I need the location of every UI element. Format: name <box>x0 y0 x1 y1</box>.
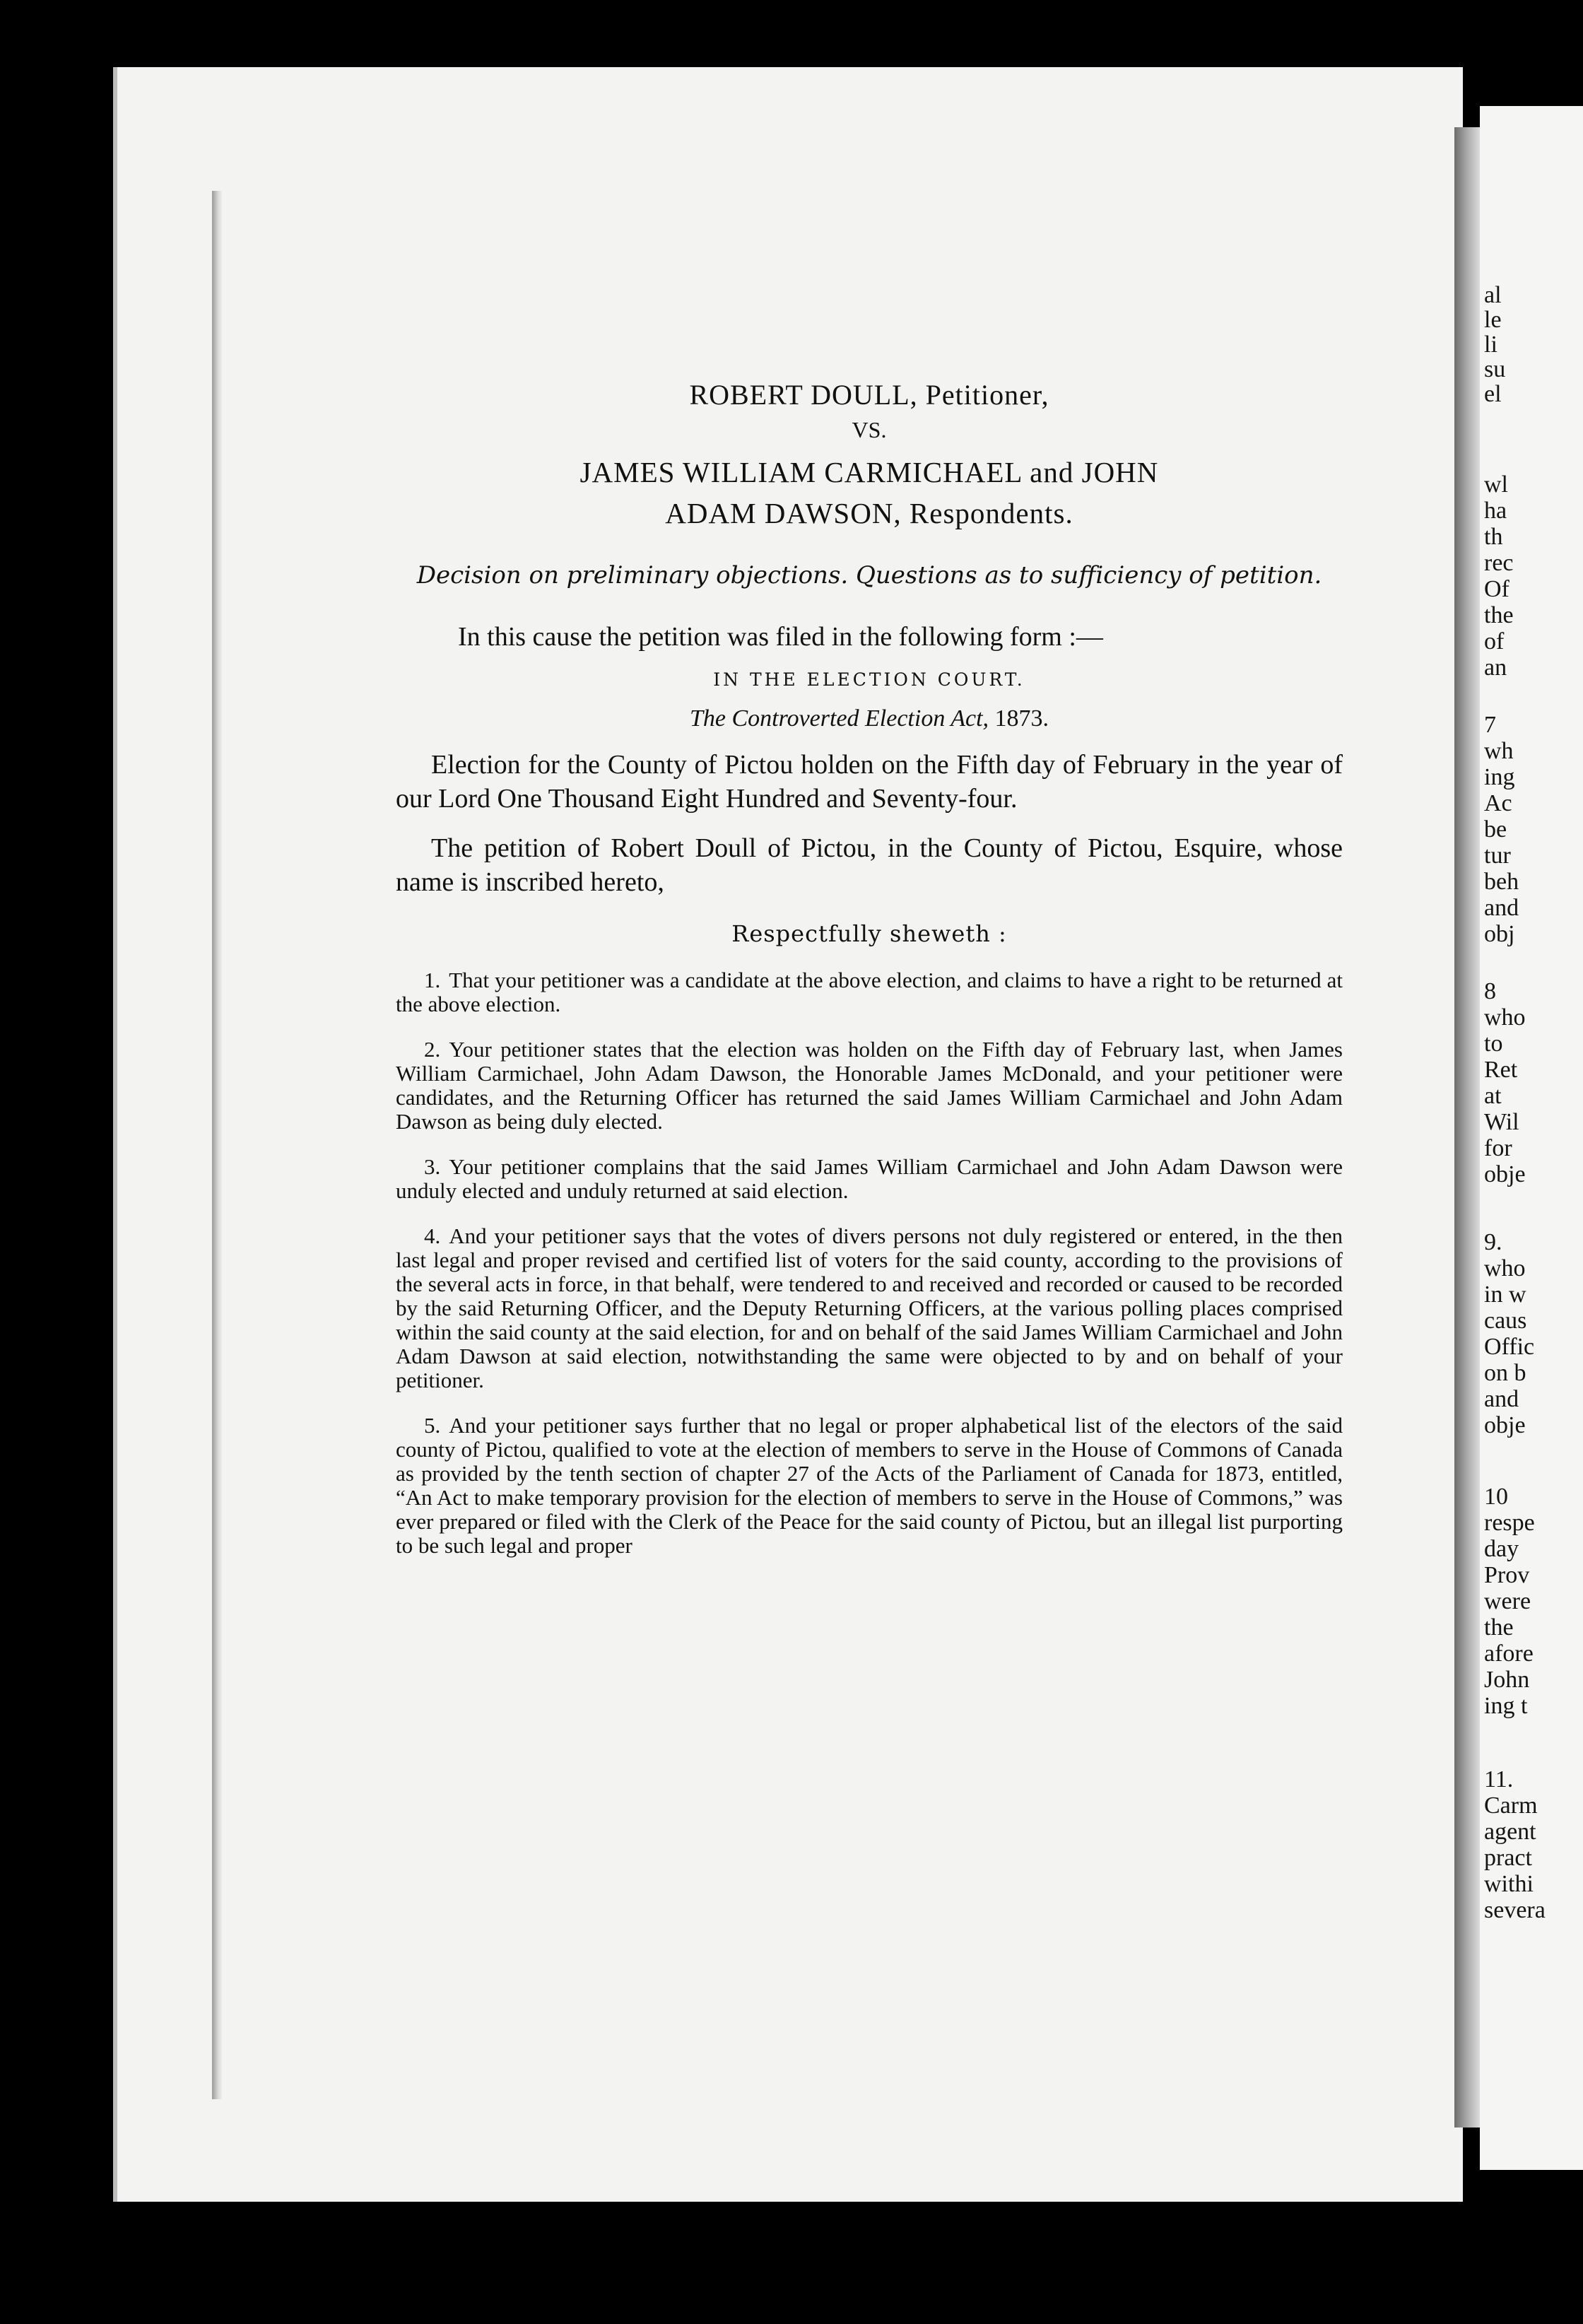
paragraph-text: And your petitioner says further that no legal or proper alphabetical list of the electors of the said county of Pictou, qualified to vote at the election of members to serve in the House of Commons of Canada as provided by the tenth section of chapter 27 of the Acts of the Parliament of Canada for 1873, entitled, “An Act to make temporary provision for the election of members to serve in the House of Commons,” was ever prepared or filed with the Clerk of the Peace for the said county of Pictou, but an illegal list purporting to be such legal and proper <box>396 1413 1343 1558</box>
book-spine <box>1454 127 1480 2128</box>
right-page-text-fragment: pract <box>1484 1845 1532 1871</box>
right-page-text-fragment: caus <box>1484 1308 1527 1334</box>
act-title <box>396 705 1343 732</box>
right-page-text-fragment: were <box>1484 1588 1531 1614</box>
right-page-text-fragment: Wil <box>1484 1109 1519 1135</box>
right-page <box>1480 106 1583 2170</box>
document-body <box>396 378 1343 1558</box>
paragraph-number: 5. <box>424 1413 441 1438</box>
right-page-text-fragment: and <box>1484 895 1519 921</box>
right-page-text-fragment: agent <box>1484 1819 1536 1845</box>
right-page-text-fragment: el <box>1484 381 1502 407</box>
right-page-text-fragment: for <box>1484 1135 1512 1161</box>
right-page-text-fragment: on b <box>1484 1360 1526 1386</box>
right-page-text-fragment: su <box>1484 356 1506 382</box>
right-page-text-fragment: withi <box>1484 1871 1534 1897</box>
right-page-text-fragment: tur <box>1484 843 1511 869</box>
paragraph-text: Your petitioner complains that the said James William Carmichael and John Adam Dawson were unduly elected and unduly returned at said election. <box>396 1154 1343 1203</box>
right-page-text-fragment: Offic <box>1484 1334 1535 1360</box>
right-page-text-fragment: ha <box>1484 498 1507 524</box>
right-page-text-fragment: wl <box>1484 471 1508 498</box>
right-page-text-fragment: afore <box>1484 1641 1534 1667</box>
right-page-text-fragment: rec <box>1484 550 1514 576</box>
right-page-text-fragment: Ret <box>1484 1057 1518 1083</box>
numbered-paragraph-4 <box>396 1224 1343 1392</box>
paragraph-number: 1. <box>424 968 441 992</box>
respondents-heading-line1: JAMES WILLIAM CARMICHAEL and JOHN <box>579 456 1159 488</box>
right-page-text-fragment: severa <box>1484 1897 1546 1923</box>
paragraph-text: Your petitioner states that the election was holden on the Fifth day of February last, when James William Carmichael, John Adam Dawson, the Honorable James McDonald, and your petitioner were candidates, and the Returning Officer has returned the said James William Carmichael and John Adam Dawson as being duly elected. <box>396 1037 1343 1134</box>
right-page-text-fragment: li <box>1484 331 1497 358</box>
right-page-text-fragment: 10 <box>1484 1484 1508 1510</box>
right-page-text-fragment: an <box>1484 655 1507 681</box>
right-page-text-fragment: the <box>1484 602 1514 628</box>
paragraph-number: 2. <box>424 1037 441 1062</box>
right-page-text-fragment: John <box>1484 1667 1530 1693</box>
right-page-text-fragment: ing <box>1484 764 1515 790</box>
court-heading: IN THE ELECTION COURT. <box>713 669 1025 690</box>
right-page-text-fragment: beh <box>1484 869 1519 895</box>
paragraph-number: 3. <box>424 1154 441 1179</box>
numbered-paragraph-3 <box>396 1155 1343 1203</box>
right-page-text-fragment: who <box>1484 1255 1526 1281</box>
right-page-text-fragment: wh <box>1484 738 1514 764</box>
right-page-text-fragment: ing t <box>1484 1693 1528 1719</box>
right-page-text-fragment: obje <box>1484 1161 1526 1187</box>
right-page-text-fragment: respe <box>1484 1510 1535 1536</box>
right-page-text-fragment: of <box>1484 628 1505 655</box>
act-name: The Controverted Election Act, <box>689 705 989 732</box>
numbered-paragraph-5 <box>396 1414 1343 1558</box>
right-page-text-fragment: to <box>1484 1031 1503 1057</box>
right-page-text-fragment: obje <box>1484 1412 1526 1438</box>
right-page-text-fragment: in w <box>1484 1281 1526 1308</box>
right-page-text-fragment: le <box>1484 307 1502 333</box>
right-page-text-fragment: be <box>1484 816 1507 843</box>
right-page-text-fragment: 11. <box>1484 1766 1514 1792</box>
intro-sentence: In this cause the petition was filed in the following form :— <box>458 622 1103 652</box>
petition-paragraph: The petition of Robert Doull of Pictou, in the County of Pictou, Esquire, whose name is inscribed hereto, <box>396 833 1343 897</box>
right-page-text-fragment: Prov <box>1484 1562 1530 1588</box>
right-page-text-fragment: Of <box>1484 576 1510 602</box>
election-paragraph: Election for the County of Pictou holden on the Fifth day of February in the year of our Lord One Thousand Eight Hundred and Seventy-four. <box>396 750 1343 814</box>
right-page-text-fragment: 8 <box>1484 978 1496 1004</box>
numbered-paragraph-2 <box>396 1038 1343 1134</box>
versus-label: VS. <box>852 417 887 442</box>
right-page-text-fragment: obj <box>1484 921 1515 947</box>
right-page-text-fragment: and <box>1484 1386 1519 1412</box>
numbered-paragraph-1 <box>396 968 1343 1016</box>
paragraph-number: 4. <box>424 1223 441 1248</box>
respondents-heading-line2: ADAM DAWSON, Respondents. <box>665 497 1073 529</box>
decision-subtitle: Decision on preliminary objections. Questions as to sufficiency of petition. <box>416 561 1322 589</box>
right-page-text-fragment: 7 <box>1484 712 1496 738</box>
sheweth-heading: Respectfully sheweth : <box>731 920 1007 947</box>
right-page-text-fragment: who <box>1484 1004 1526 1031</box>
right-page-text-fragment: the <box>1484 1614 1514 1641</box>
page-fold-edge <box>212 191 222 2099</box>
right-page-text-fragment: al <box>1484 282 1502 308</box>
right-page-text-fragment: th <box>1484 524 1503 550</box>
paragraph-text: That your petitioner was a candidate at the above election, and claims to have a right to be returned at the above election. <box>396 968 1343 1016</box>
right-page-text-fragment: at <box>1484 1083 1502 1109</box>
right-page-text-fragment: Ac <box>1484 790 1512 816</box>
right-page-text-fragment: 9. <box>1484 1229 1502 1255</box>
paragraph-text: And your petitioner says that the votes of divers persons not duly registered or entered, in the then last legal and proper revised and certified list of voters for the said county, according to the provisions of the several acts in force, in that behalf, were tendered to and received and recorded or caused to be recorded by the said Returning Officer, and the Deputy Returning Officers, at the various polling places comprised within the said county at the said election, for and on behalf of the said James William Carmichael and John Adam Dawson at said election, notwithstanding the same were objected to by and on behalf of your petitioner. <box>396 1223 1343 1392</box>
right-page-text-fragment: day <box>1484 1536 1519 1562</box>
petitioner-heading: ROBERT DOULL, Petitioner, <box>689 379 1049 411</box>
right-page-text-fragment: Carm <box>1484 1792 1538 1819</box>
act-year: 1873. <box>994 705 1049 732</box>
